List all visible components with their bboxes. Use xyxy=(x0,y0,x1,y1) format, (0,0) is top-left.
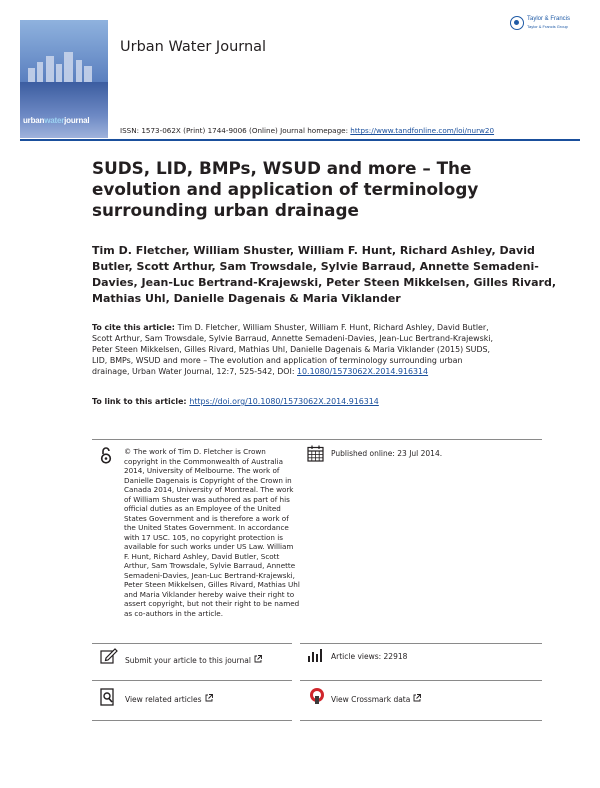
published-online: Published online: 23 Jul 2014. xyxy=(331,449,443,458)
article-authors: Tim D. Fletcher, William Shuster, William F. Hunt, Richard Ashley, David Butler, Scott Arthur, Sam Trowsdale, Sylvie Barraud, Annette Semadeni-Davies, Jean-Luc Bertrand-Krajewski, Peter Steen Mikkelsen, Gilles Rivard, Mathias Uhl, Danielle Dagenais & Maria Viklander xyxy=(92,244,557,305)
row-divider xyxy=(92,720,292,721)
crossmark-icon xyxy=(309,687,325,705)
issn-line xyxy=(120,126,494,135)
publisher-subline: Taylor & Francis Group xyxy=(527,24,568,29)
article-link-label: To link to this article: xyxy=(92,397,190,406)
row-divider xyxy=(300,720,542,721)
row-divider xyxy=(92,643,292,644)
submit-article-link[interactable] xyxy=(125,655,262,665)
article-views: Article views: 22918 xyxy=(331,652,408,661)
calendar-icon xyxy=(307,445,324,462)
cover-building xyxy=(56,64,62,82)
cover-building xyxy=(37,62,43,82)
publisher-name: Taylor & Francis xyxy=(527,16,571,22)
cover-title-journal: journal xyxy=(64,116,90,125)
edit-icon xyxy=(100,648,118,664)
row-divider xyxy=(92,680,292,681)
publisher-logo-icon xyxy=(510,16,524,30)
cover-building xyxy=(28,68,35,82)
publisher-logo[interactable] xyxy=(510,14,584,38)
cover-building xyxy=(46,56,54,82)
submit-article-label: Submit your article to this journal xyxy=(125,656,251,665)
journal-homepage-link[interactable]: https://www.tandfonline.com/loi/nurw20 xyxy=(350,126,495,135)
section-divider xyxy=(92,439,542,440)
article-title: SUDS, LID, BMPs, WSUD and more – The evolution and application of terminology surrounding urban drainage xyxy=(92,158,479,220)
external-link-icon xyxy=(254,655,262,663)
article-link-line xyxy=(92,397,379,406)
open-access-icon xyxy=(100,446,112,464)
cover-title-water: water xyxy=(44,116,65,125)
cover-water xyxy=(20,82,108,138)
issn-text: ISSN: 1573-062X (Print) 1744-9006 (Online) Journal homepage: xyxy=(120,126,351,135)
cover-building xyxy=(64,52,73,82)
cover-journal-title xyxy=(23,116,89,125)
cover-title-urban: urban xyxy=(23,116,45,125)
citation-block xyxy=(92,322,502,377)
row-divider xyxy=(300,643,542,644)
cover-building xyxy=(76,60,82,82)
crossmark-link[interactable] xyxy=(331,694,421,704)
external-link-icon xyxy=(205,694,213,702)
header-divider xyxy=(20,139,580,141)
document-search-icon xyxy=(100,688,116,706)
bar-chart-icon xyxy=(307,648,325,662)
license-statement: © The work of Tim D. Fletcher is Crown copyright in the Commonwealth of Australia 2014, University of Melbourne. The work of Danielle Dagenais is Copyright of the Crown in Canada 2014, University of Montreal. The work of William Shuster was authored as part of his official duties as an Employee of the United States Government and is therefore a work of the United States Government. In accordance with 17 USC. 105, no copyright protection is available for such works under US Law. William F. Hunt, Richard Ashley, David Butler, Scott Arthur, Sam Trowsdale, Sylvie Barraud, Annette Semadeni-Davies, Jean-Luc Bertrand-Krajewski, Peter Steen Mikkelsen, Gilles Rivard, Mathias Uhl and Maria Viklander hereby waive their right to assert copyright, but not their right to be named as co-authors in the article. xyxy=(124,447,300,618)
citation-label: To cite this article: xyxy=(92,323,178,332)
article-doi-url[interactable]: https://doi.org/10.1080/1573062X.2014.916314 xyxy=(189,397,379,406)
journal-name: Urban Water Journal xyxy=(120,39,267,55)
row-divider xyxy=(300,680,542,681)
journal-cover xyxy=(20,20,108,138)
external-link-icon xyxy=(413,694,421,702)
crossmark-label: View Crossmark data xyxy=(331,695,411,704)
citation-text: Tim D. Fletcher, William Shuster, William F. Hunt, Richard Ashley, David Butler, Scott Arthur, Sam Trowsdale, Sylvie Barraud, Annette Semadeni-Davies, Jean-Luc Bertrand-Krajewski, Peter Steen Mikkelsen, Gilles Rivard, Mathias Uhl, Danielle Dagenais & Maria Viklander (2015) SUDS, LID, BMPs, WSUD and more – The evolution and application of terminology surrounding urban drainage, Urban Water Journal, 12:7, 525-542, DOI: xyxy=(92,323,493,376)
related-articles-link[interactable] xyxy=(125,694,213,704)
cover-building xyxy=(84,66,92,82)
doi-link[interactable]: 10.1080/1573062X.2014.916314 xyxy=(297,367,429,376)
related-articles-label: View related articles xyxy=(125,695,202,704)
